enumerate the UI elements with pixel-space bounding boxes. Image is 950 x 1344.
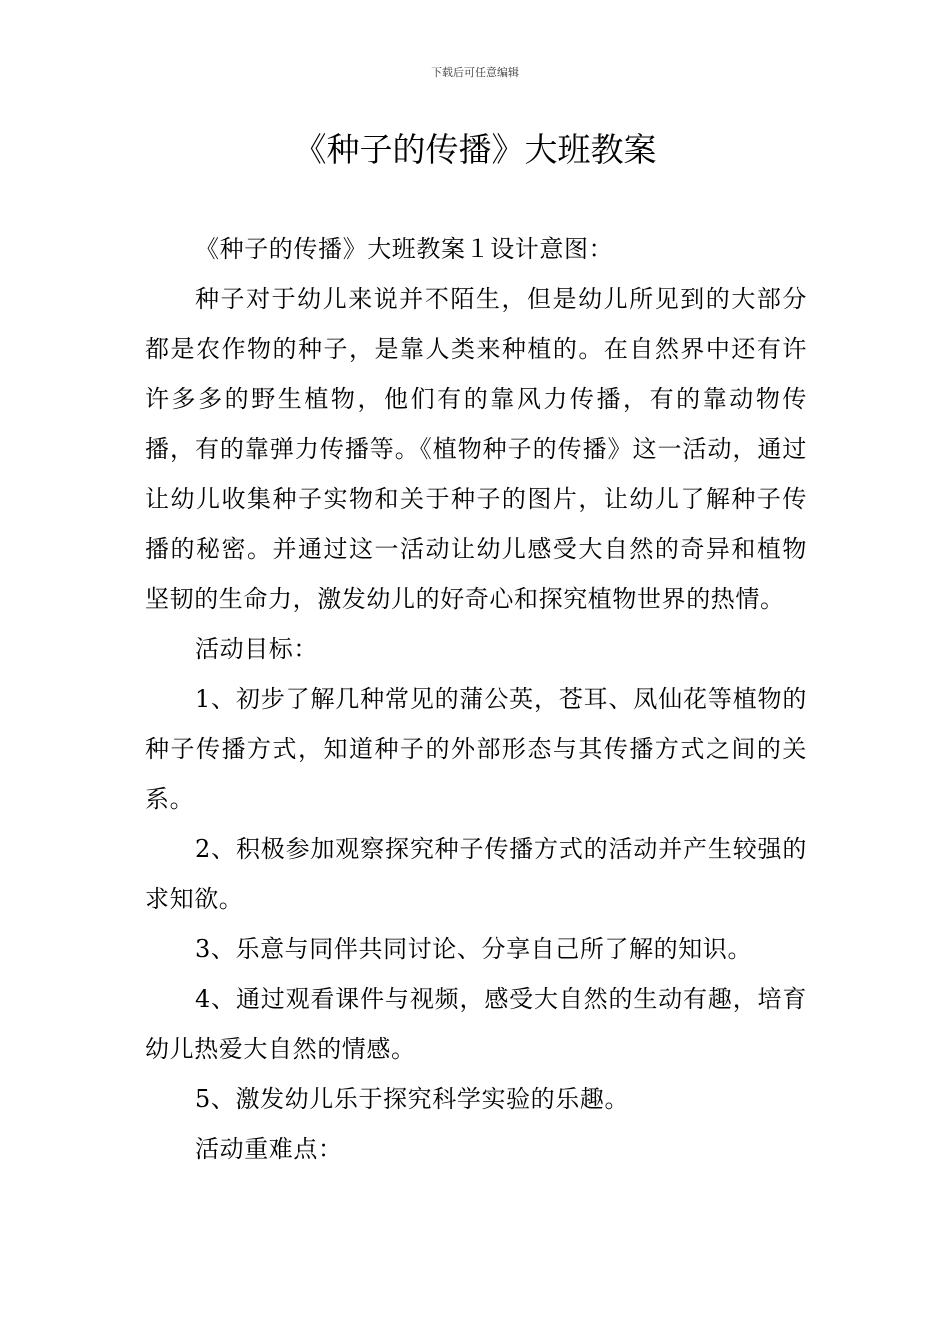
document-body bbox=[145, 224, 807, 1174]
paragraph-goal-2: 2、积极参加观察探究种子传播方式的活动并产生较强的求知欲。 bbox=[145, 835, 807, 913]
paragraph-goal-3: 3、乐意与同伴共同讨论、分享自己所了解的知识。 bbox=[195, 935, 753, 963]
paragraph-goal-1: 1、初步了解几种常见的蒲公英，苍耳、凤仙花等植物的种子传播方式，知道种子的外部形态与其传播方式之间的关系。 bbox=[145, 685, 807, 813]
paragraph-goal-4: 4、通过观看课件与视频，感受大自然的生动有趣，培育幼儿热爱大自然的情感。 bbox=[145, 985, 807, 1063]
header-note: 下载后可任意编辑 bbox=[431, 66, 519, 79]
paragraph-design-intent: 种子对于幼儿来说并不陌生，但是幼儿所见到的大部分都是农作物的种子，是靠人类来种植的。在自然界中还有许许多多的野生植物，他们有的靠风力传播，有的靠动物传播，有的靠弹力传播等。《植物种子的传播》这一活动，通过让幼儿收集种子实物和关于种子的图片，让幼儿了解种子传播的秘密。并通过这一活动让幼儿感受大自然的奇异和植物坚韧的生命力，激发幼儿的好奇心和探究植物世界的热情。 bbox=[145, 285, 807, 613]
paragraph-goals-heading: 活动目标： bbox=[195, 635, 318, 663]
document-title: 《种子的传播》大班教案 bbox=[293, 130, 657, 169]
paragraph-design-intent-heading: 《种子的传播》大班教案１设计意图： bbox=[195, 235, 614, 263]
paragraph-goal-5: 5、激发幼儿乐于探究科学实验的乐趣。 bbox=[195, 1085, 630, 1113]
paragraph-key-points-heading: 活动重难点： bbox=[195, 1135, 343, 1163]
